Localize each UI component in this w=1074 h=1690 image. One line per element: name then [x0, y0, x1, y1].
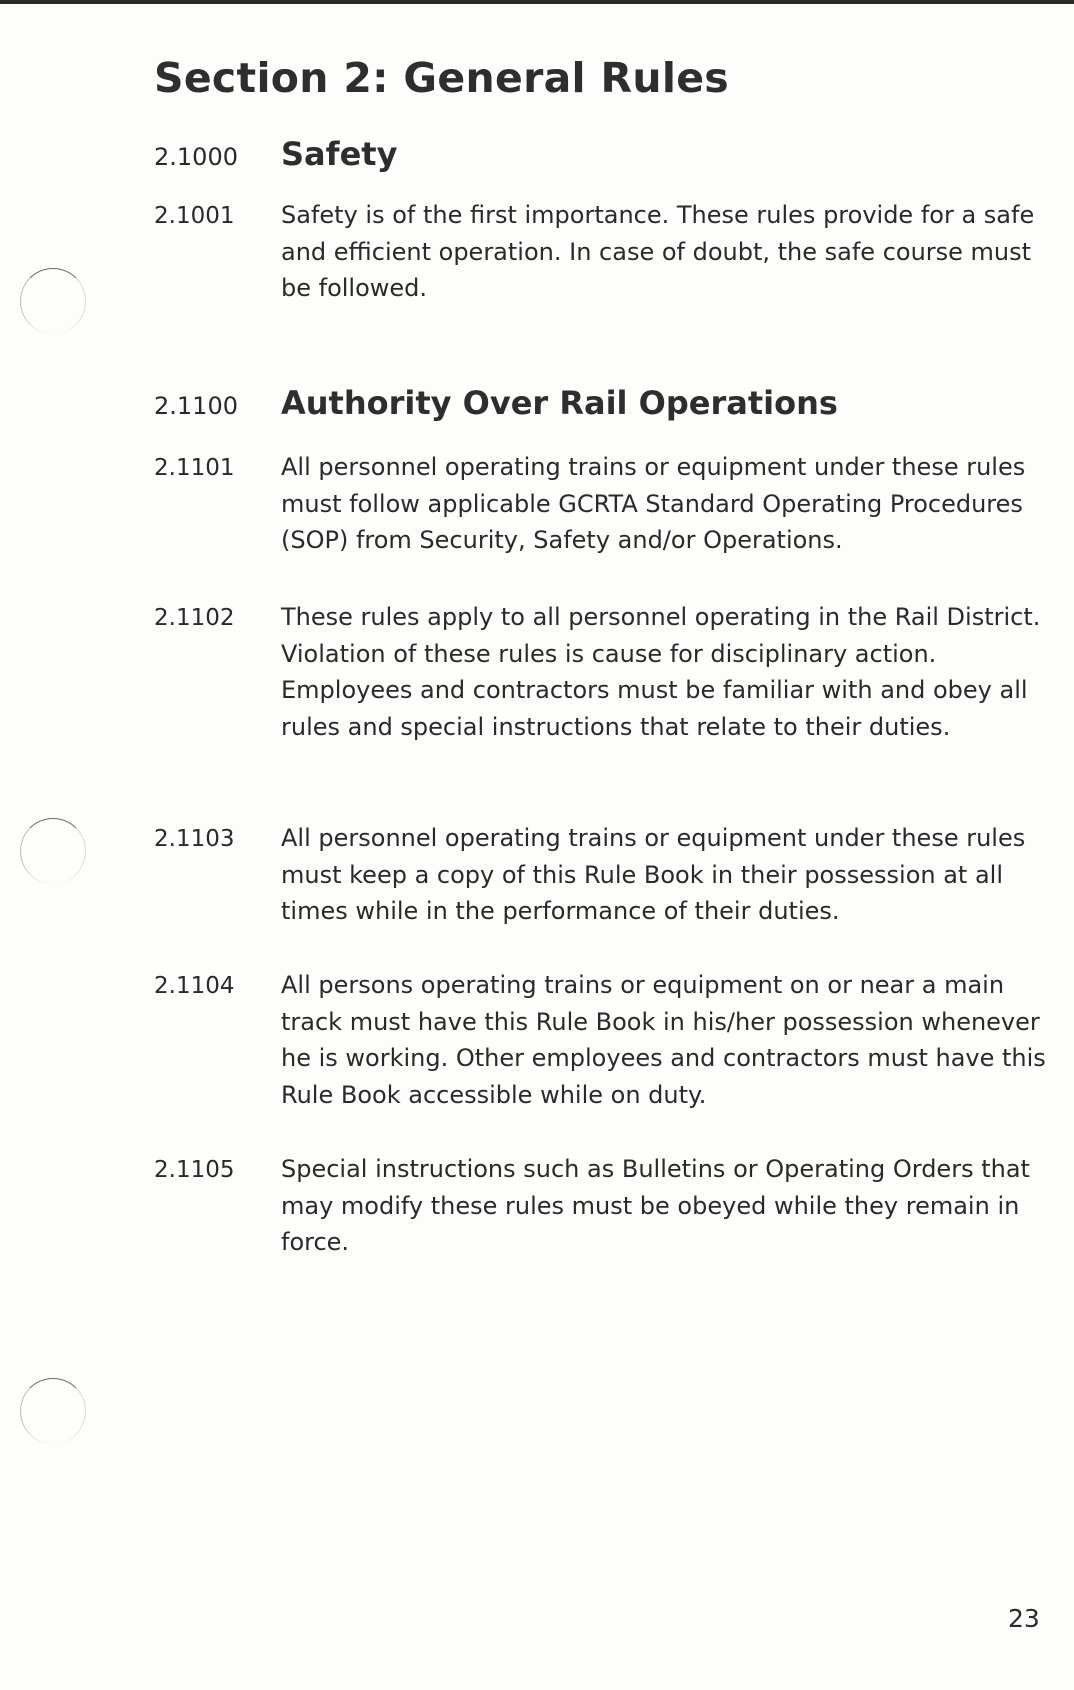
rule-text: Special instructions such as Bulletins or Operating Orders that may modify these rules must be obeyed while they remain in force. [281, 1155, 1030, 1256]
rule-number: 2.1101 [154, 455, 235, 481]
section-title: Section 2: General Rules [154, 54, 730, 102]
section-heading [154, 135, 1054, 173]
binder-hole-icon [20, 268, 86, 334]
rule-number: 2.1001 [154, 203, 235, 229]
rule-number: 2.1102 [154, 605, 235, 631]
heading-number: 2.1100 [154, 392, 238, 420]
rule-item [154, 1157, 1054, 1261]
rule-number: 2.1105 [154, 1157, 235, 1183]
rule-text: Safety is of the first importance. These rules provide for a safe and efficient operation. In case of doubt, the safe course must be followed. [281, 201, 1035, 302]
rule-number: 2.1104 [154, 973, 235, 999]
heading-title: Authority Over Rail Operations [281, 384, 838, 422]
rule-text: All personnel operating trains or equipment under these rules must keep a copy of this Rule Book in their possession at all times while in the performance of their duties. [281, 824, 1026, 925]
rule-item [154, 973, 1054, 1113]
rule-number: 2.1103 [154, 826, 235, 852]
rule-item [154, 455, 1054, 559]
rule-item [154, 605, 1054, 745]
rule-item [154, 826, 1054, 930]
binder-hole-icon [20, 1378, 86, 1444]
page-number: 23 [1008, 1604, 1040, 1633]
rule-text: All personnel operating trains or equipment under these rules must follow applicable GCRTA Standard Operating Procedures (SOP) from Security, Safety and/or Operations. [281, 453, 1026, 554]
heading-number: 2.1000 [154, 143, 238, 171]
section-heading [154, 384, 1054, 422]
rule-text: These rules apply to all personnel operating in the Rail District. Violation of these rules is cause for disciplinary action. Employees and contractors must be familiar with and obey all rules and special instructions that relate to their duties. [281, 603, 1041, 741]
binder-hole-icon [20, 818, 86, 884]
heading-title: Safety [281, 135, 398, 173]
rule-text: All persons operating trains or equipment on or near a main track must have this Rule Book in his/her possession whenever he is working. Other employees and contractors must have this Rule Book accessible while on duty. [281, 971, 1046, 1109]
rule-item [154, 203, 1054, 307]
page-top-edge [0, 0, 1074, 4]
